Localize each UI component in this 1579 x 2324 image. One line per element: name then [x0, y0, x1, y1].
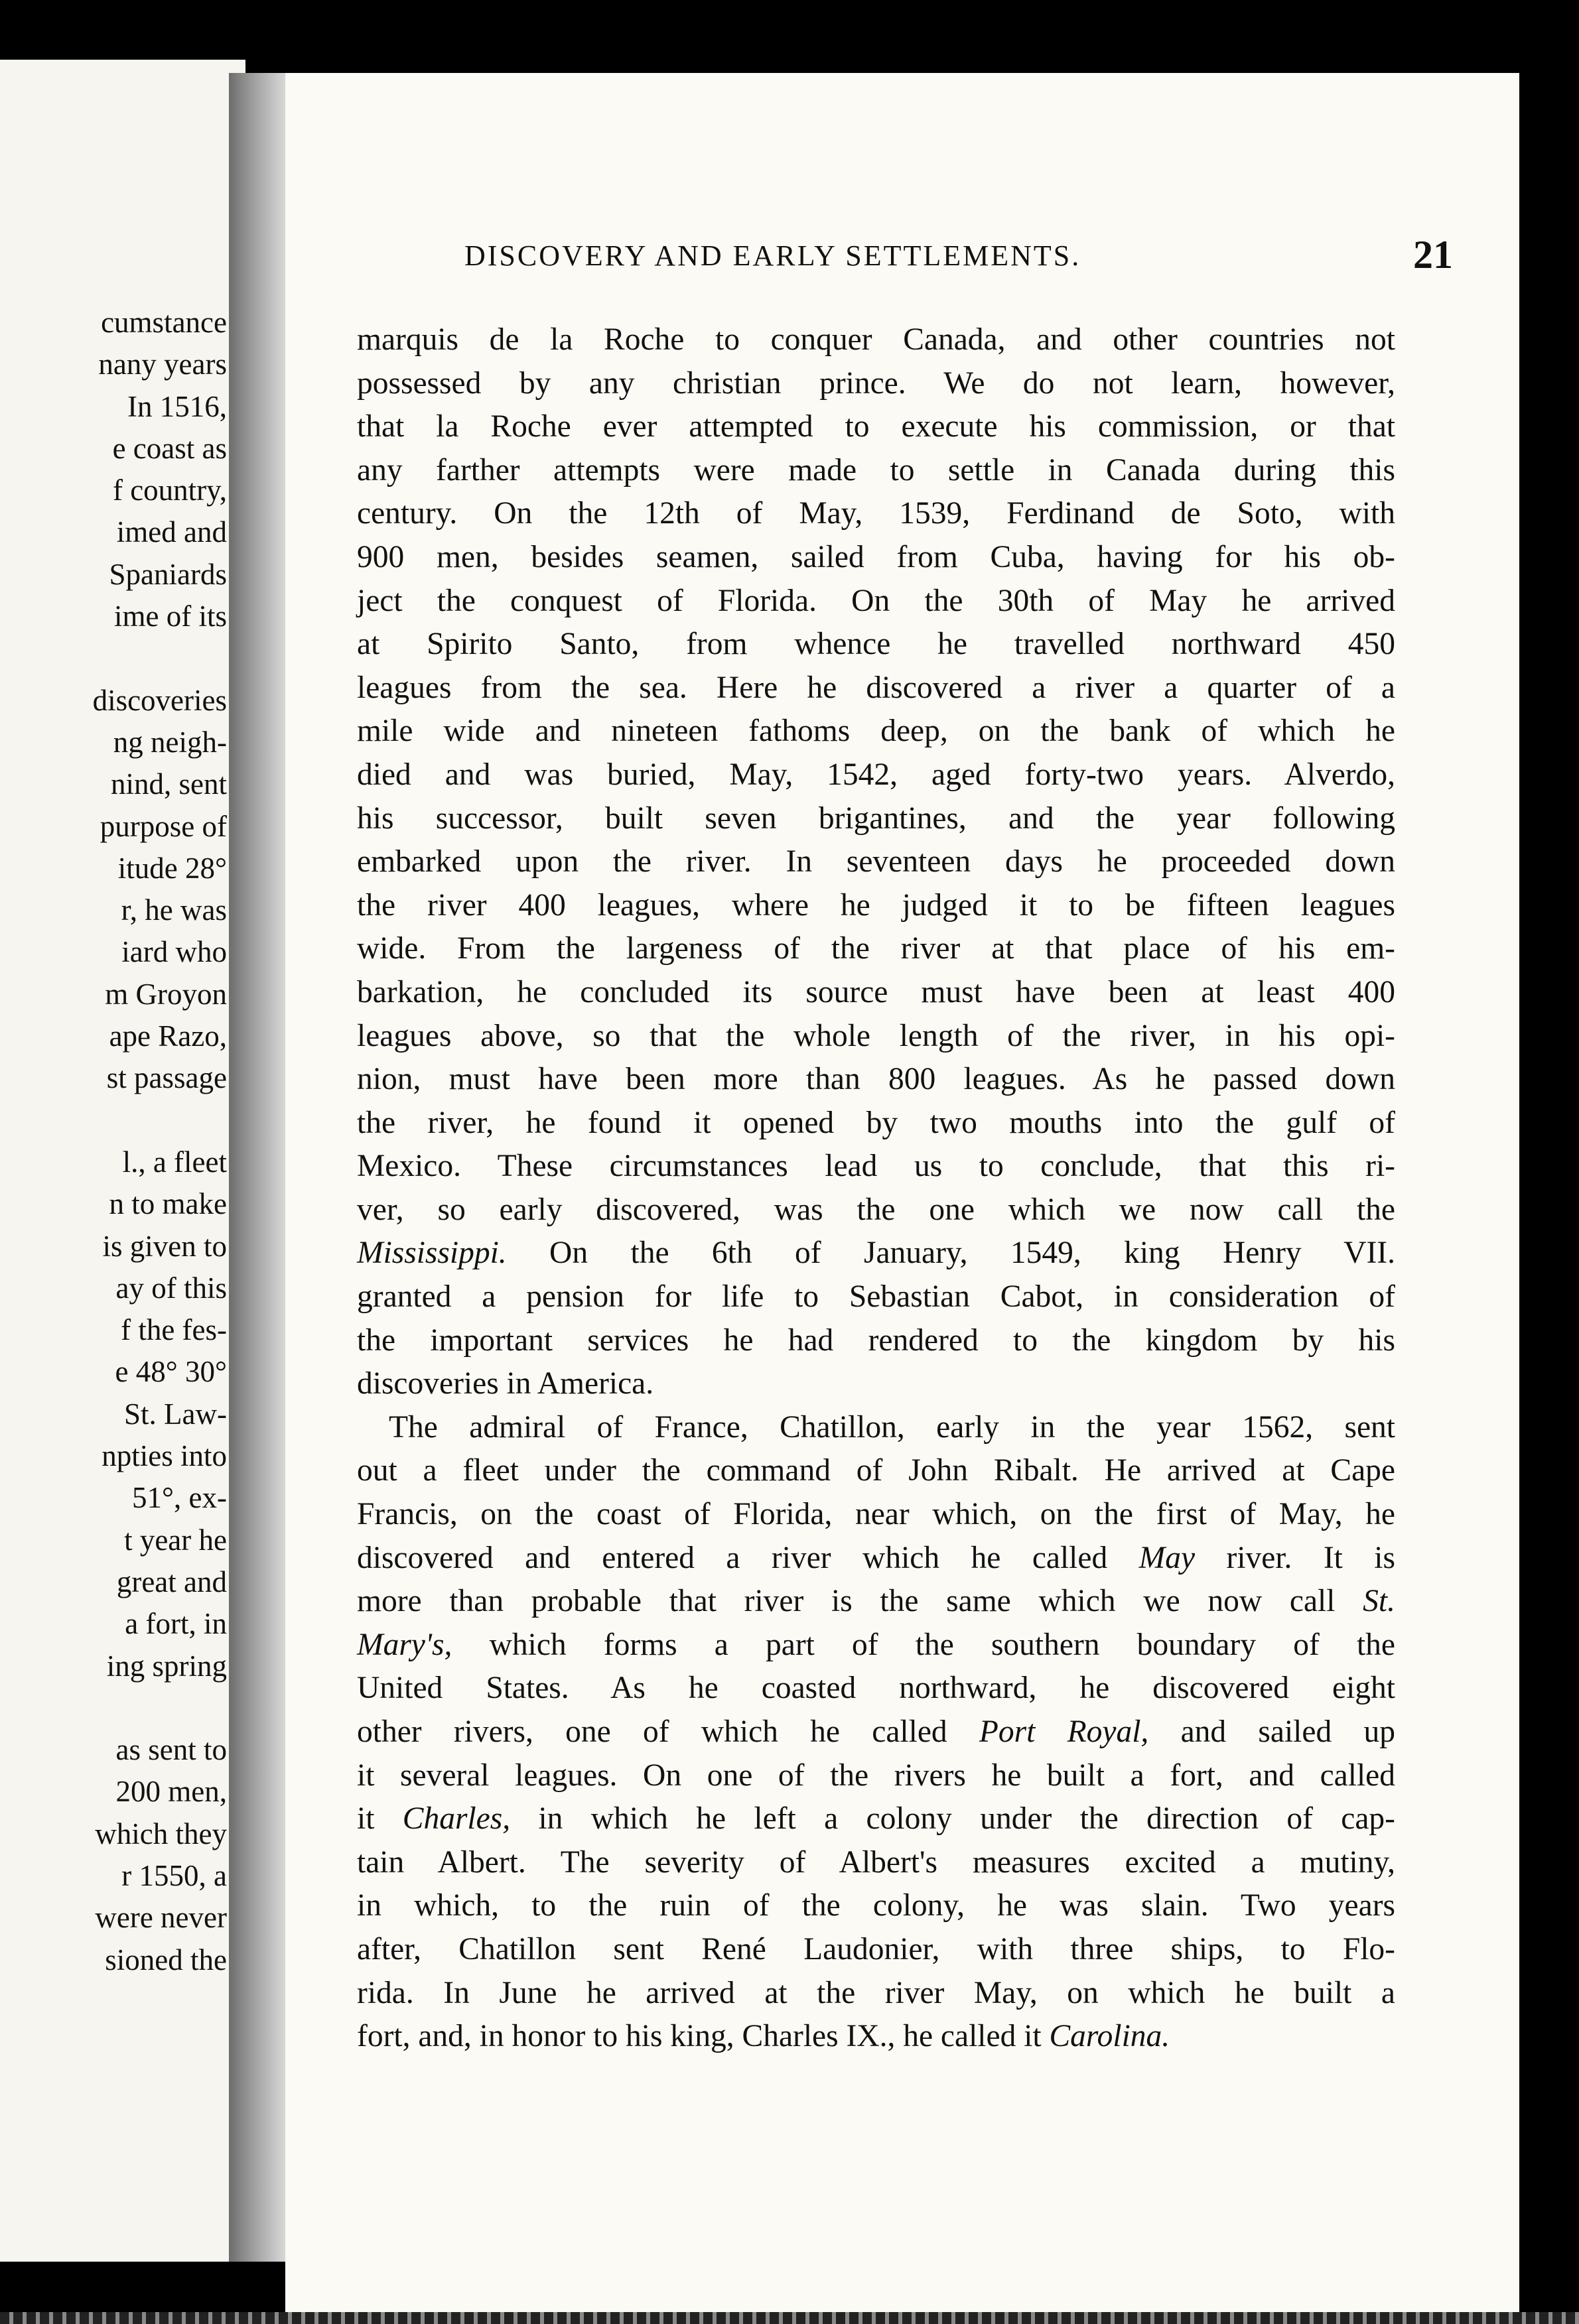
- facing-page-left: [0, 60, 245, 2262]
- text-line: 900 men, besides seamen, sailed from Cuba, having for his ob-: [357, 539, 1395, 574]
- text-line: leagues above, so that the whole length of the river, in his opi-: [357, 1018, 1395, 1053]
- facing-page-line: cumstance: [101, 306, 227, 339]
- text-line: out a fleet under the command of John Ribalt. He arrived at Cape: [357, 1453, 1395, 1488]
- facing-page-line: were never: [95, 1901, 227, 1935]
- facing-page-line: nany years: [98, 348, 227, 381]
- text-line: tain Albert. The severity of Albert's measures excited a mutiny,: [357, 1844, 1395, 1880]
- text-line: [357, 1797, 1395, 1841]
- facing-page-line: ay of this: [115, 1271, 227, 1305]
- facing-page-line: iard who: [121, 935, 227, 969]
- facing-page-line: 51°, ex-: [132, 1481, 227, 1515]
- running-head-title: DISCOVERY AND EARLY SETTLEMENTS.: [464, 239, 1081, 272]
- facing-page-line: st passage: [106, 1061, 227, 1095]
- text-line: the river 400 leagues, where he judged it to be fifteen leagues: [357, 887, 1395, 923]
- text-line: wide. From the largeness of the river at that place of his em-: [357, 931, 1395, 966]
- italic-text: Mississippi.: [357, 1236, 507, 1271]
- text-line: after, Chatillon sent René Laudonier, with three ships, to Flo-: [357, 1931, 1395, 1967]
- facing-page-line: ime of its: [114, 600, 227, 633]
- facing-page-line: m Groyon: [105, 977, 227, 1011]
- book-page: [285, 73, 1519, 2321]
- text-line: ver, so early discovered, was the one which we now call the: [357, 1192, 1395, 1227]
- text-line: [357, 1537, 1395, 1581]
- facing-page-line: itude 28°: [117, 851, 227, 885]
- italic-text: Mary's,: [357, 1627, 452, 1662]
- italic-text: Charles,: [402, 1801, 511, 1837]
- text-run: other rivers, one of which he called: [357, 1714, 979, 1749]
- italic-text: May: [1138, 1540, 1196, 1575]
- text-line: his successor, built seven brigantines, and the year following: [357, 801, 1395, 836]
- facing-page-line: sioned the: [105, 1943, 227, 1976]
- facing-page-line: imed and: [116, 515, 227, 549]
- text-line: Mexico. These circumstances lead us to conclude, that this ri-: [357, 1149, 1395, 1184]
- facing-page-line: great and: [116, 1565, 227, 1598]
- text-line: [357, 1624, 1395, 1667]
- scan-bottom-edge: [0, 2312, 1579, 2324]
- text-line: century. On the 12th of May, 1539, Ferdinand de Soto, with: [357, 496, 1395, 531]
- facing-page-line: [0, 1687, 227, 1729]
- facing-page-line: t year he: [124, 1523, 227, 1557]
- facing-page-line: a fort, in: [125, 1607, 227, 1641]
- text-line: The admiral of France, Chatillon, early in the year 1562, sent: [389, 1409, 1395, 1445]
- facing-page-line: r 1550, a: [121, 1858, 227, 1892]
- text-line: [357, 1580, 1395, 1624]
- text-line: the river, he found it opened by two mouths into the gulf of: [357, 1105, 1395, 1140]
- text-run: and sailed up: [1148, 1714, 1395, 1749]
- text-line: [357, 2015, 1395, 2059]
- text-line: Francis, on the coast of Florida, near which, on the first of May, he: [357, 1497, 1395, 1532]
- text-line: [357, 1711, 1395, 1754]
- facing-page-line: is given to: [102, 1229, 227, 1263]
- facing-page-line: [0, 1100, 227, 1141]
- facing-page-line: as sent to: [115, 1733, 227, 1767]
- facing-page-line: n to make: [109, 1187, 227, 1221]
- text-run: On the 6th of January, 1549, king Henry VII.: [506, 1236, 1395, 1271]
- facing-page-line: ing spring: [106, 1649, 227, 1683]
- text-line: the important services he had rendered to the kingdom by his: [357, 1323, 1395, 1358]
- text-line: died and was buried, May, 1542, aged forty-two years. Alverdo,: [357, 757, 1395, 792]
- text-line: leagues from the sea. Here he discovered a river a quarter of a: [357, 670, 1395, 705]
- facing-page-line: e coast as: [112, 431, 227, 465]
- text-line: it several leagues. On one of the rivers he built a fort, and called: [357, 1758, 1395, 1793]
- text-line: nion, must have been more than 800 leagues. As he passed down: [357, 1062, 1395, 1097]
- facing-page-line: [0, 637, 227, 679]
- text-line: that la Roche ever attempted to execute his commission, or that: [357, 409, 1395, 444]
- text-line: in which, to the ruin of the colony, he was slain. Two years: [357, 1888, 1395, 1923]
- text-line: discoveries in America.: [357, 1366, 654, 1401]
- text-run: river. It is: [1195, 1540, 1395, 1575]
- facing-page-line: Spaniards: [109, 557, 227, 591]
- facing-page-line: which they: [95, 1817, 227, 1850]
- text-line: at Spirito Santo, from whence he travelled northward 450: [357, 627, 1395, 662]
- text-line: possessed by any christian prince. We do not learn, however,: [357, 365, 1395, 401]
- facing-page-line: f the fes-: [121, 1313, 227, 1347]
- text-run: fort, and, in honor to his king, Charles IX., he called it: [357, 2019, 1050, 2054]
- text-line: marquis de la Roche to conquer Canada, and other countries not: [357, 322, 1395, 357]
- text-run: it: [357, 1801, 403, 1837]
- text-line: rida. In June he arrived at the river May, on which he built a: [357, 1975, 1395, 2010]
- text-line: United States. As he coasted northward, he discovered eight: [357, 1671, 1395, 1706]
- facing-page-line: e 48° 30°: [115, 1355, 227, 1389]
- facing-page-line: ape Razo,: [109, 1019, 227, 1053]
- text-line: granted a pension for life to Sebastian Cabot, in consideration of: [357, 1279, 1395, 1315]
- text-line: embarked upon the river. In seventeen days he proceeded down: [357, 844, 1395, 879]
- facing-page-line: l., a fleet: [122, 1145, 227, 1179]
- text-line: barkation, he concluded its source must have been at least 400: [357, 974, 1395, 1009]
- facing-page-line: 200 men,: [115, 1775, 227, 1809]
- text-run: discovered and entered a river which he called: [357, 1540, 1139, 1575]
- italic-text: Carolina.: [1049, 2019, 1170, 2054]
- facing-page-line: npties into: [102, 1439, 227, 1473]
- running-head: [464, 232, 1453, 285]
- facing-page-line: St. Law-: [124, 1397, 227, 1431]
- facing-page-line: f country,: [112, 474, 227, 507]
- italic-text: Port Royal,: [979, 1714, 1149, 1749]
- text-line: mile wide and nineteen fathoms deep, on the bank of which he: [357, 714, 1395, 749]
- facing-page-line: discoveries: [92, 683, 227, 717]
- facing-page-text: [0, 302, 227, 1981]
- text-line: any farther attempts were made to settle in Canada during this: [357, 452, 1395, 487]
- page-body-text: [357, 318, 1395, 2059]
- text-line: [357, 1232, 1395, 1275]
- facing-page-line: purpose of: [100, 809, 227, 843]
- text-run: more than probable that river is the same which we now call: [357, 1584, 1363, 1619]
- facing-page-line: r, he was: [121, 893, 227, 927]
- italic-text: St.: [1363, 1584, 1395, 1619]
- text-run: in which he left a colony under the direction of cap-: [510, 1801, 1395, 1837]
- facing-page-line: In 1516,: [127, 389, 227, 423]
- facing-page-line: nind, sent: [111, 767, 227, 801]
- page-number: 21: [1413, 233, 1453, 277]
- text-run: which forms a part of the southern boundary of the: [452, 1627, 1395, 1662]
- text-line: ject the conquest of Florida. On the 30th of May he arrived: [357, 583, 1395, 618]
- facing-page-line: ng neigh-: [113, 725, 227, 759]
